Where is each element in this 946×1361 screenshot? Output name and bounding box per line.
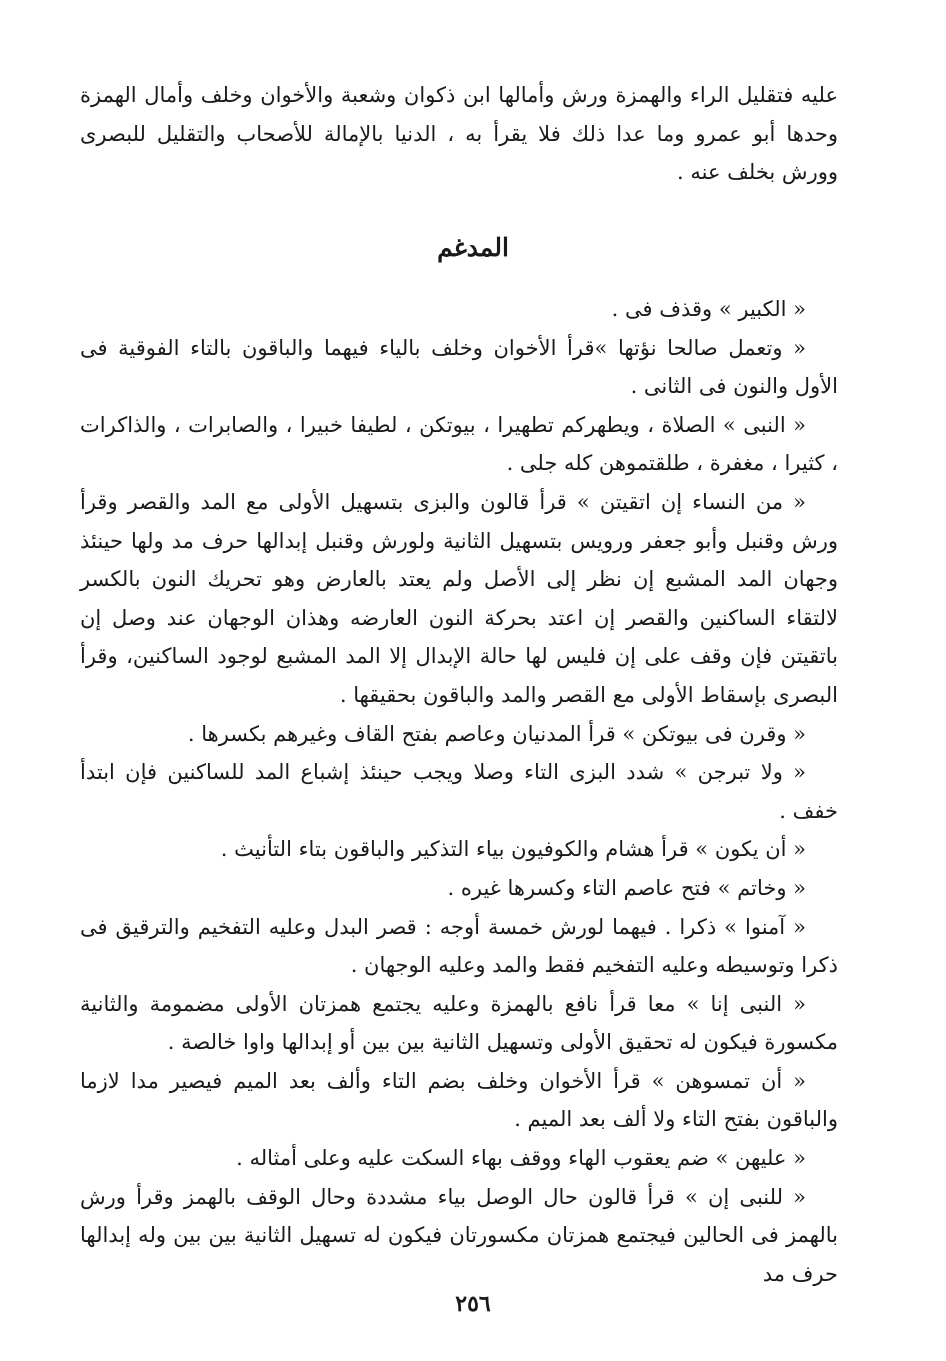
paragraph: « النبى » الصلاة ، ويطهركم تطهيرا ، بيوتكن ، لطيفا خبيرا ، والصابرات ، والذاكرات ، كثيرا ، مغفرة ، طلقتموهن كله جلى . bbox=[80, 412, 838, 476]
page-number: ٢٥٦ bbox=[455, 1291, 491, 1317]
paragraph: « النبى إنا » معا قرأ نافع بالهمزة وعليه يجتمع همزتان الأولى مضمومة والثانية مكسورة فيكون له تحقيق الأولى وتسهيل الثانية بين بين أو إبدالها واوا خالصة . bbox=[80, 991, 838, 1055]
paragraph: « الكبير » وقذف فى . bbox=[611, 297, 806, 321]
section-body bbox=[80, 290, 838, 1293]
paragraph: « عليهن » ضم يعقوب الهاء ووقف بهاء السكت عليه وعلى أمثاله . bbox=[236, 1146, 806, 1171]
paragraph: « من النساء إن اتقيتن » قرأ قالون والبزى بتسهيل الأولى مع المد والقصر وقرأ ورش وقنبل وأبو جعفر ورويس بتسهيل الثانية ولورش وقنبل إبدالها حرف مد ولها حينئذ وجهان المد المشبع إن نظر إلى الأصل ولم يعتد بالعارض وهو تحريك النون بالكسر لالتقاء الساكنين والقصر إن اعتد بحركة النون العارضه وهذان الوجهان عند وصل إن باتقيتن فإن وقف على إن فليس لها حالة الإبدال إلا المد المشبع لوجود الساكنين، وقرأ البصرى بإسقاط الأولى مع القصر والمد والباقون بحقيقها . bbox=[80, 489, 838, 707]
paragraph: « ولا تبرجن » شدد البزى التاء وصلا ويجب حينئذ إشباع المد للساكنين فإن ابتدأ خفف . bbox=[80, 760, 838, 823]
paragraph: « أن تمسوهن » قرأ الأخوان وخلف بضم التاء وألف بعد الميم فيصير مدا لازما والباقون بفتح التاء ولا ألف بعد الميم . bbox=[80, 1068, 838, 1132]
section-title: المدغم bbox=[437, 233, 509, 262]
paragraph: « وخاتم » فتح عاصم التاء وكسرها غيره . bbox=[447, 875, 806, 900]
continuation-paragraph-block bbox=[80, 76, 838, 192]
paragraph: « للنبى إن » قرأ قالون حال الوصل بياء مشددة وحال الوقف بالهمز وقرأ ورش بالهمز فى الحالين فيجتمع همزتان مكسورتان فيكون له تسهيل الثانية بين بين وله إبدالها حرف مد bbox=[80, 1184, 838, 1286]
continuation-paragraph: عليه فتقليل الراء والهمزة ورش وأمالها ابن ذكوان وشعبة والأخوان وخلف وأمال الهمزة وحدها أبو عمرو وما عدا ذلك فلا يقرأ به ، الدنيا بالإمالة للأصحاب والتقليل للبصرى وورش بخلف عنه . bbox=[80, 83, 838, 185]
paragraph: « وقرن فى بيوتكن » قرأ المدنيان وعاصم بفتح القاف وغيرهم بكسرها . bbox=[187, 721, 806, 746]
paragraph: « وتعمل صالحا نؤتها »قرأ الأخوان وخلف بالياء فيهما والباقون بالتاء الفوقية فى الأول والنون فى الثانى . bbox=[80, 335, 838, 399]
paragraph: « أن يكون » قرأ هشام والكوفيون بياء التذكير والباقون بتاء التأنيث . bbox=[220, 837, 806, 862]
paragraph: « آمنوا » ذكرا . فيهما لورش خمسة أوجه : قصر البدل وعليه التفخيم والترقيق فى ذكرا وتوسيطه وعليه التفخيم فقط والمد وعليه الوجهان . bbox=[80, 914, 838, 978]
